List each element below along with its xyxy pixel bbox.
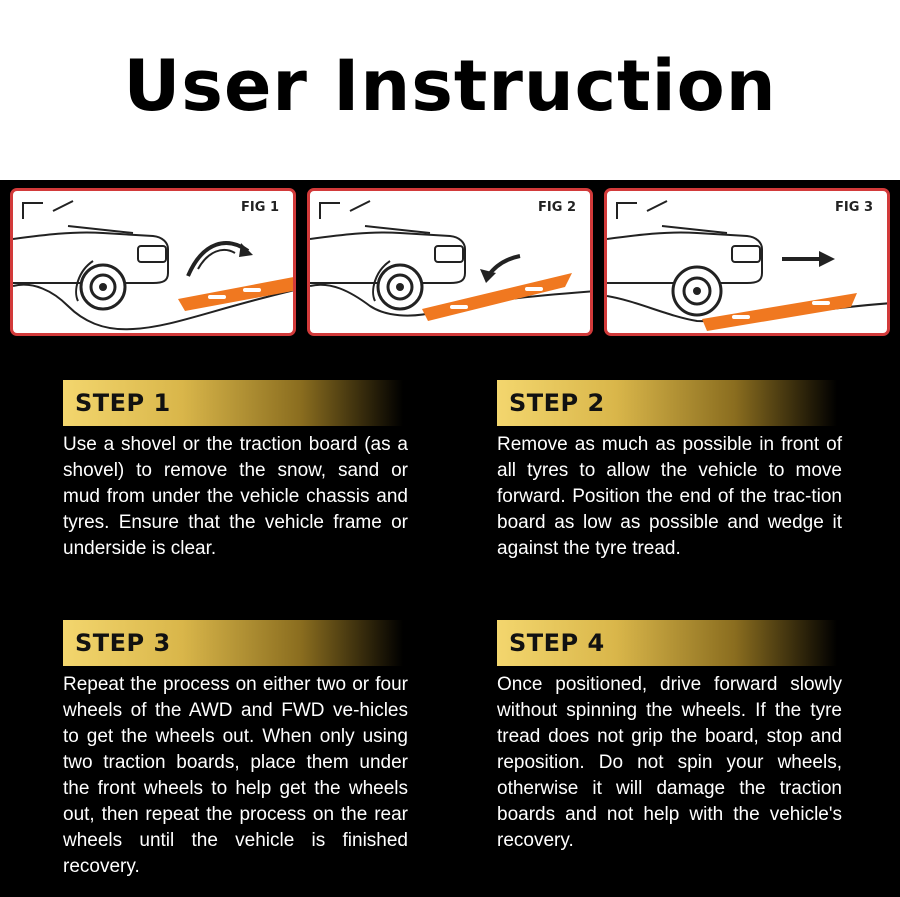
- figure-label: FIG 2: [538, 200, 576, 215]
- header: [0, 0, 900, 180]
- step-heading: STEP 3: [75, 629, 171, 657]
- figure-2: [307, 188, 593, 336]
- step-heading: STEP 1: [75, 389, 171, 417]
- step-heading-bar: [497, 620, 837, 666]
- step-description: Remove as much as possible in front of all tyres to allow the vehicle to move forward. Position the end of the trac-tion board as low as possible and wedge it against the tyre tread.: [497, 434, 842, 559]
- figure-row: [0, 180, 900, 340]
- step-heading: STEP 4: [509, 629, 605, 657]
- figure-3: [604, 188, 890, 336]
- step-2: [497, 380, 842, 562]
- page-title: User Instruction: [123, 45, 777, 127]
- step-description: Once positioned, drive forward slowly without spinning the wheels. If the tyre tread does not grip the board, stop and reposition. Do not spin your wheels, otherwise it will damage the traction boards and not help with the vehicle's recovery.: [497, 674, 842, 851]
- step-heading-bar: [497, 380, 837, 426]
- figure-label: FIG 3: [835, 200, 873, 215]
- step-heading-bar: [63, 620, 403, 666]
- step-4: [497, 620, 842, 854]
- figure-label: FIG 1: [241, 200, 279, 215]
- step-3: [63, 620, 408, 880]
- step-description: Use a shovel or the traction board (as a shovel) to remove the snow, sand or mud from under the vehicle chassis and tyres. Ensure that the vehicle frame or underside is clear.: [63, 434, 408, 559]
- figure-1: [10, 188, 296, 336]
- step-heading: STEP 2: [509, 389, 605, 417]
- instruction-panel: [0, 180, 900, 897]
- step-description: Repeat the process on either two or four wheels of the AWD and FWD ve-hicles to get the wheels out. When only using two traction boards, place them under the front wheels to help get the wheels out, then repeat the process on the rear wheels until the vehicle is finished recovery.: [63, 674, 408, 877]
- step-heading-bar: [63, 380, 403, 426]
- step-1: [63, 380, 408, 562]
